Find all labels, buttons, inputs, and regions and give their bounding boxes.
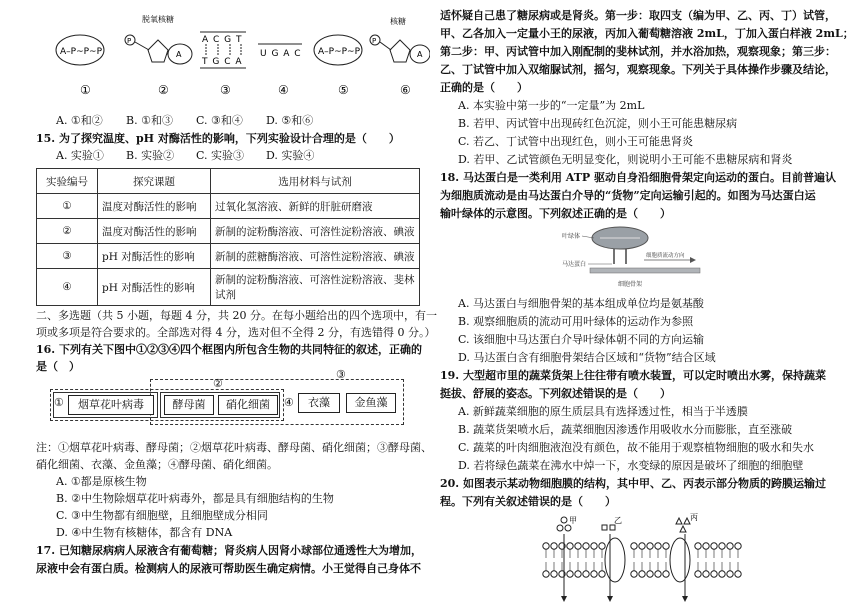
figure-3-dna <box>200 32 246 68</box>
q15-option-a: A. 实验① <box>56 149 104 162</box>
q19-option-c: C. 蔬菜的叶肉细胞液泡没有颜色，故不能用于观察植物细胞的吸水和失水 <box>458 441 815 454</box>
mark-4: ④ <box>284 396 294 409</box>
mark-3: ③ <box>336 368 346 381</box>
fig-num-4: ④ <box>278 83 289 97</box>
box-yeast: 酵母菌 <box>164 395 214 415</box>
lipid-head <box>583 543 589 549</box>
lipid-head <box>543 571 549 577</box>
figure-2-deoxynucleotide <box>125 14 192 64</box>
q16-option-d: D. ④中生物有核糖体，都含有 DNA <box>56 526 233 539</box>
lipid-head <box>735 571 741 577</box>
q18-option-b: B. 观察细胞质的流动可用叶绿体的运动作为参照 <box>458 315 694 328</box>
svg-text:A–P~P~P: A–P~P~P <box>318 47 361 57</box>
svg-text:A–P~P~P: A–P~P~P <box>60 47 103 57</box>
q19-option-b: B. 蔬菜货架喷水后，蔬菜细胞因渗透作用吸收水分而膨胀，直至涨破 <box>458 423 793 436</box>
q18-line-3: 输叶绿体的示意图。下列叙述正确的是（ ） <box>440 207 671 220</box>
table-header: 实验编号 <box>37 169 98 194</box>
table-cell: pH 对酶活性的影响 <box>98 244 211 269</box>
lipid-head <box>599 571 605 577</box>
figure-5-atp <box>314 35 362 65</box>
section2-line2: 项或多项是符合要求的。全部选对得 4 分，选对但不全得 2 分，有选错得 0 分。） <box>36 326 436 339</box>
q18-figure <box>560 224 720 292</box>
table-cell: 温度对酶活性的影响 <box>98 194 211 219</box>
lipid-head <box>599 543 605 549</box>
q16-stem-2: 是（ ） <box>36 360 80 373</box>
q17-option-c: C. 若乙、丁试管中出现红色，则小王可能患肾炎 <box>458 135 694 148</box>
lipid-head <box>551 571 557 577</box>
table-header: 探究课题 <box>98 169 211 194</box>
lipid-head <box>631 543 637 549</box>
lipid-head <box>567 543 573 549</box>
table-cell: ② <box>37 219 98 244</box>
lipid-head <box>631 571 637 577</box>
fig-num-3: ③ <box>220 83 231 97</box>
molecule-legend <box>557 513 698 532</box>
label-jia: 甲 <box>569 516 577 525</box>
lipid-head <box>695 543 701 549</box>
table-cell: 新制的淀粉酶溶液、可溶性淀粉溶液、斐林试剂 <box>211 269 420 306</box>
lipid-head <box>591 571 597 577</box>
lipid-head <box>727 543 733 549</box>
q16-option-a: A. ①都是原核生物 <box>56 475 147 488</box>
svg-text:P: P <box>372 37 377 45</box>
q19-line-2: 挺拔、舒展的姿态。下列叙述错误的是（ ） <box>440 387 671 400</box>
box-hornwort: 金鱼藻 <box>346 393 396 413</box>
table-cell: pH 对酶活性的影响 <box>98 269 211 306</box>
lipid-head <box>703 571 709 577</box>
lipid-head <box>575 571 581 577</box>
lipid-head <box>591 543 597 549</box>
fig-num-1: ① <box>80 83 91 97</box>
svg-text:P: P <box>127 37 132 45</box>
box-chlamydomonas: 衣藻 <box>298 393 340 413</box>
q18-line-2: 为细胞质流动是由马达蛋白介导的“货物”定向运输引起的。如图为马达蛋白运 <box>440 189 816 202</box>
lipid-head <box>727 571 733 577</box>
q15-stem: 15. 为了探究温度、pH 对酶活性的影响，下列实验设计合理的是（ ） <box>36 132 400 145</box>
table-row <box>37 244 420 269</box>
table-cell: ④ <box>37 269 98 306</box>
q16-stem-1: 16. 下列有关下图中①②③④四个框图内所包含生物的共同特征的叙述，正确的 <box>36 343 422 356</box>
label-yi: 乙 <box>614 516 622 525</box>
lipid-head <box>655 571 661 577</box>
deoxyribose-label: 脱氧核糖 <box>142 15 174 24</box>
mark-2: ② <box>213 377 223 390</box>
label-bing: 丙 <box>690 513 698 522</box>
q20-line-2: 程。下列有关叙述错误的是（ ） <box>440 495 616 508</box>
q14-option-d: D. ⑤和⑥ <box>266 114 314 127</box>
q16-note-1: 注：①烟草花叶病毒、酵母菌；②烟草花叶病毒、酵母菌、硝化细菌；③酵母菌、 <box>36 441 432 454</box>
lipid-head <box>703 543 709 549</box>
svg-text:A: A <box>176 50 182 59</box>
lipid-head <box>583 571 589 577</box>
q17-line-1: 17. 已知糖尿病病人尿液含有葡萄糖；肾炎病人因肾小球部位通透性大为增加， <box>36 544 422 557</box>
table-header-row <box>37 169 420 194</box>
box-tobacco-virus: 烟草花叶病毒 <box>68 395 154 415</box>
lipid-head <box>663 571 669 577</box>
q15-option-c: C. 实验③ <box>196 149 245 162</box>
q16-note-2: 硝化细菌、衣藻、金鱼藻；④酵母菌、硝化细菌。 <box>36 458 278 471</box>
label-chloroplast: 叶绿体 <box>562 233 581 240</box>
q16-option-b: B. ②中生物除烟草花叶病毒外，都是具有细胞结构的生物 <box>56 492 334 505</box>
q20-membrane-figure <box>540 512 750 604</box>
lipid-head <box>711 543 717 549</box>
svg-text:T G C A: T G C A <box>202 57 243 67</box>
box-nitrifying-bacteria: 硝化细菌 <box>218 395 278 415</box>
table-row <box>37 194 420 219</box>
table-cell: 过氧化氢溶液、新鲜的肝脏研磨液 <box>211 194 420 219</box>
q20-line-1: 20. 如图表示某动物细胞膜的结构，其中甲、乙、丙表示部分物质的跨膜运输过 <box>440 477 826 490</box>
q14-figure <box>30 10 430 102</box>
lipid-head <box>663 543 669 549</box>
q16-diagram <box>50 368 422 428</box>
q17-option-d: D. 若甲、乙试管颜色无明显变化，则说明小王可能不患糖尿病和肾炎 <box>458 153 793 166</box>
table-row <box>37 269 420 306</box>
section2-line1: 二、多选题（共 5 小题，每题 4 分，共 20 分。在每小题给出的四个选项中，有一 <box>36 309 437 322</box>
q18-option-d: D. 马达蛋白含有细胞骨架结合区域和“货物”结合区域 <box>458 351 716 364</box>
lipid-head <box>711 571 717 577</box>
q18-line-1: 18. 马达蛋白是一类利用 ATP 驱动自身沿细胞骨架定向运动的蛋白。目前普遍认 <box>440 171 837 184</box>
figure-4-rna <box>258 44 302 59</box>
q14-option-a: A. ①和② <box>56 114 103 127</box>
lipid-head <box>551 543 557 549</box>
q15-table <box>36 168 420 306</box>
svg-text:A C G T: A C G T <box>202 35 243 45</box>
label-flow-direction: 细胞质流动方向 <box>646 253 685 259</box>
lipid-head <box>639 543 645 549</box>
label-motor-protein: 马达蛋白 <box>562 261 587 268</box>
table-cell: ① <box>37 194 98 219</box>
q17-line-2: 尿液中会有蛋白质。检测病人的尿液可帮助医生确定病情。小王觉得自己身体不 <box>36 562 421 575</box>
q17-r2: 甲、乙各加入一定量小王的尿液，丙加入葡萄糖溶液 2mL，丁加入蛋白样液 2mL； <box>440 27 854 40</box>
figure-1-atp <box>56 35 104 65</box>
lipid-head <box>647 571 653 577</box>
table-header: 选用材料与试剂 <box>211 169 420 194</box>
table-cell: ③ <box>37 244 98 269</box>
q17-option-a: A. 本实验中第一步的“一定量”为 2mL <box>458 99 645 112</box>
q19-option-d: D. 若将绿色蔬菜在沸水中焯一下，水变绿的原因是破坏了细胞的细胞壁 <box>458 459 804 472</box>
lipid-head <box>639 571 645 577</box>
table-cell: 新制的蔗糖酶溶液、可溶性淀粉溶液、碘液 <box>211 244 420 269</box>
q17-option-b: B. 若甲、丙试管中出现砖红色沉淀，则小王可能患糖尿病 <box>458 117 738 130</box>
lipid-head <box>567 571 573 577</box>
table-row <box>37 219 420 244</box>
fig-num-2: ② <box>158 83 169 97</box>
q17-r1: 适怀疑自己患了糖尿病或是肾炎。第一步：取四支（编为甲、乙、丙、丁）试管， <box>440 9 836 22</box>
q17-r4: 乙、丁试管中加入双缩脲试剂，摇匀，观察现象。下列关于具体操作步骤及结论， <box>440 63 836 76</box>
lipid-head <box>647 543 653 549</box>
table-cell: 温度对酶活性的影响 <box>98 219 211 244</box>
q14-option-c: C. ③和④ <box>196 114 243 127</box>
lipid-head <box>719 543 725 549</box>
lipid-head <box>719 571 725 577</box>
q18-option-c: C. 该细胞中马达蛋白介导叶绿体朝不同的方向运输 <box>458 333 705 346</box>
table-cell: 新制的淀粉酶溶液、可溶性淀粉溶液、碘液 <box>211 219 420 244</box>
lipid-head <box>655 543 661 549</box>
fig-num-5: ⑤ <box>338 83 349 97</box>
lipid-head <box>543 543 549 549</box>
q15-option-b: B. 实验② <box>126 149 175 162</box>
q17-r5: 正确的是（ ） <box>440 81 528 94</box>
q19-option-a: A. 新鲜蔬菜细胞的原生质层具有选择透过性，相当于半透膜 <box>458 405 748 418</box>
figure-6-ribonucleotide <box>370 16 430 63</box>
q17-r3: 第二步：甲、丙试管中加入刚配制的斐林试剂，并水浴加热，观察现象；第三步： <box>440 45 836 58</box>
mark-1: ① <box>54 396 64 409</box>
q15-option-d: D. 实验④ <box>266 149 315 162</box>
svg-text:A: A <box>417 50 423 59</box>
q14-option-b: B. ①和③ <box>126 114 173 127</box>
lipid-head <box>575 543 581 549</box>
svg-text:U G A C: U G A C <box>260 49 302 59</box>
ribose-label: 核糖 <box>390 17 406 26</box>
q19-line-1: 19. 大型超市里的蔬菜货架上往往带有喷水装置，可以定时喷出水雾，保持蔬菜 <box>440 369 826 382</box>
q16-option-c: C. ③中生物都有细胞壁，且细胞壁成分相同 <box>56 509 268 522</box>
lipid-head <box>735 543 741 549</box>
q18-option-a: A. 马达蛋白与细胞骨架的基本组成单位均是氨基酸 <box>458 297 704 310</box>
lipid-head <box>695 571 701 577</box>
fig-num-6: ⑥ <box>400 83 411 97</box>
label-cytoskeleton: 细胞骨架 <box>618 281 643 288</box>
lipid-bilayer <box>543 543 741 577</box>
